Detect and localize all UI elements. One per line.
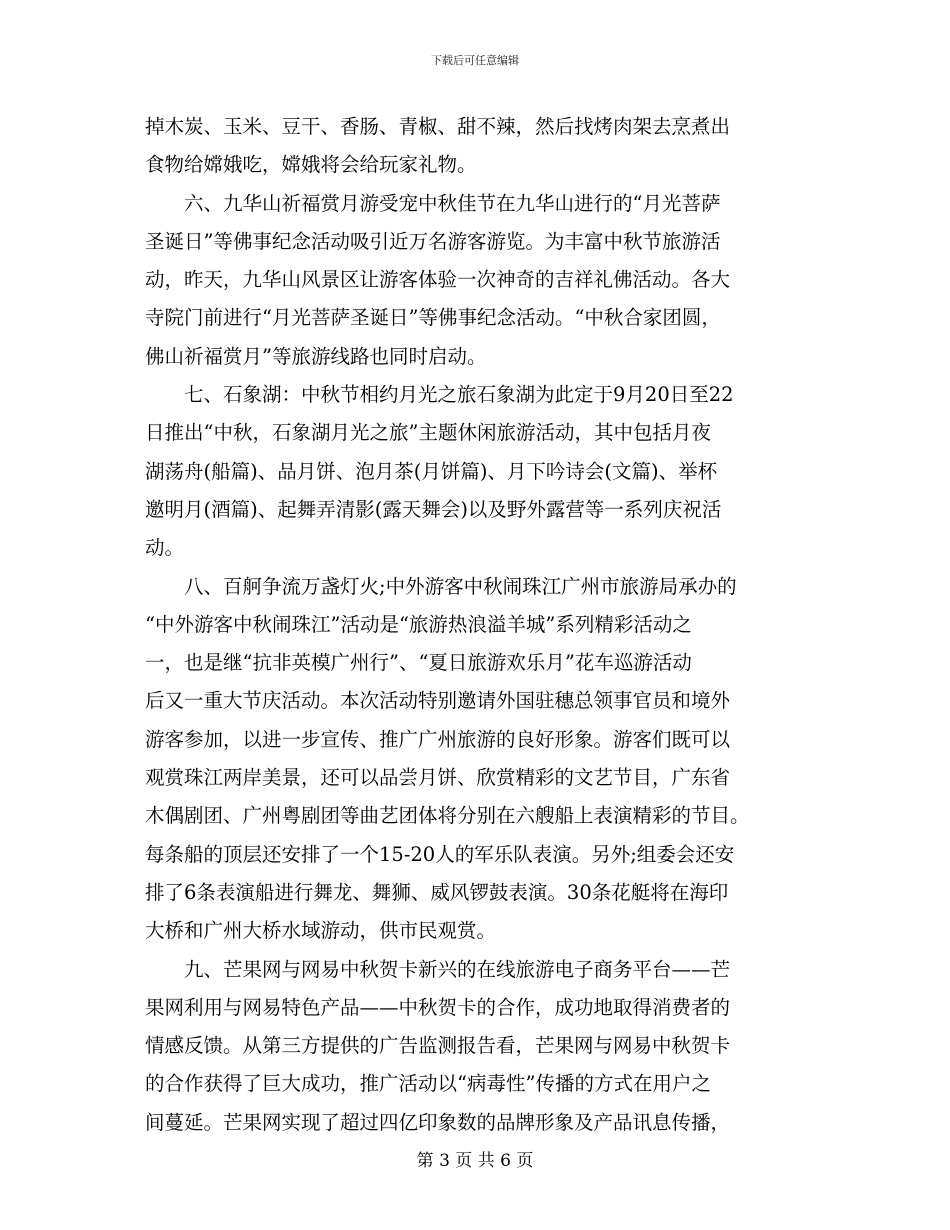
text-line: 七、石象湖：中秋节相约月光之旅石象湖为此定于9月20日至22 (145, 383, 734, 407)
text-line: 情感反馈。从第三方提供的广告监测报告看，芒果网与网易中秋贺卡 (145, 1034, 731, 1058)
text-line: 果网利用与网易特色产品——中秋贺卡的合作，成功地取得消费者的 (145, 995, 731, 1019)
text-line: 湖荡舟(船篇)、品月饼、泡月茶(月饼篇)、月下吟诗会(文篇)、举杯 (145, 459, 718, 483)
text-line: 后又一重大节庆活动。本次活动特别邀请外国驻穗总领事官员和境外 (145, 689, 731, 713)
text-line: 食物给嫦娥吃，嫦娥将会给玩家礼物。 (145, 153, 477, 177)
text-line: 邀明月(酒篇)、起舞弄清影(露天舞会)以及野外露营等一系列庆祝活 (145, 497, 722, 521)
text-line: 九、芒果网与网易中秋贺卡新兴的在线旅游电子商务平台——芒 (145, 957, 731, 981)
text-line: 每条船的顶层还安排了一个15-20人的军乐队表演。另外;组委会还安 (145, 842, 735, 866)
text-line: 八、百舸争流万盏灯火;中外游客中秋闹珠江广州市旅游局承办的 (145, 574, 737, 598)
page-header: 下载后可任意编辑 (431, 54, 519, 67)
text-line: 圣诞日”等佛事纪念活动吸引近万名游客游览。为丰富中秋节旅游活 (145, 229, 721, 253)
text-line: 大桥和广州大桥水域游动，供市民观赏。 (145, 919, 497, 943)
text-line: 掉木炭、玉米、豆干、香肠、青椒、甜不辣，然后找烤肉架去烹煮出 (145, 115, 731, 138)
text-line: 观赏珠江两岸美景，还可以品尝月饼、欣赏精彩的文艺节目，广东省 (145, 766, 731, 790)
text-line: 佛山祈福赏月”等旅游线路也同时启动。 (145, 344, 487, 368)
text-line: 排了6条表演船进行舞龙、舞狮、威风锣鼓表演。30条花艇将在海印 (145, 880, 729, 904)
text-line: 一，也是继“抗非英模广州行”、“夏日旅游欢乐月”花车巡游活动 (145, 651, 692, 675)
text-line: 日推出“中秋，石象湖月光之旅”主题休闲旅游活动，其中包括月夜 (145, 421, 711, 445)
text-line: 动。 (145, 536, 185, 560)
text-line: 间蔓延。芒果网实现了超过四亿印象数的品牌形象及产品讯息传播， (145, 1110, 731, 1134)
page-footer: 第 3 页 共 6 页 (416, 1151, 534, 1171)
text-line: 寺院门前进行“月光菩萨圣诞日”等佛事纪念活动。“中秋合家团圆， (145, 306, 721, 330)
text-line: 木偶剧团、广州粤剧团等曲艺团体将分别在六艘船上表演精彩的节目。 (145, 804, 750, 828)
text-line: 六、九华山祈福赏月游受宠中秋佳节在九华山进行的“月光菩萨 (145, 191, 721, 215)
text-line: 动，昨天，九华山风景区让游客体验一次神奇的吉祥礼佛活动。各大 (145, 268, 731, 292)
text-line: “中外游客中秋闹珠江”活动是“旅游热浪溢羊城”系列精彩活动之 (145, 612, 692, 636)
text-line: 的合作获得了巨大成功，推广活动以“病毒性”传播的方式在用户之 (145, 1072, 711, 1096)
body-text (145, 108, 807, 1142)
text-line: 游客参加，以进一步宣传、推广广州旅游的良好形象。游客们既可以 (145, 727, 731, 751)
